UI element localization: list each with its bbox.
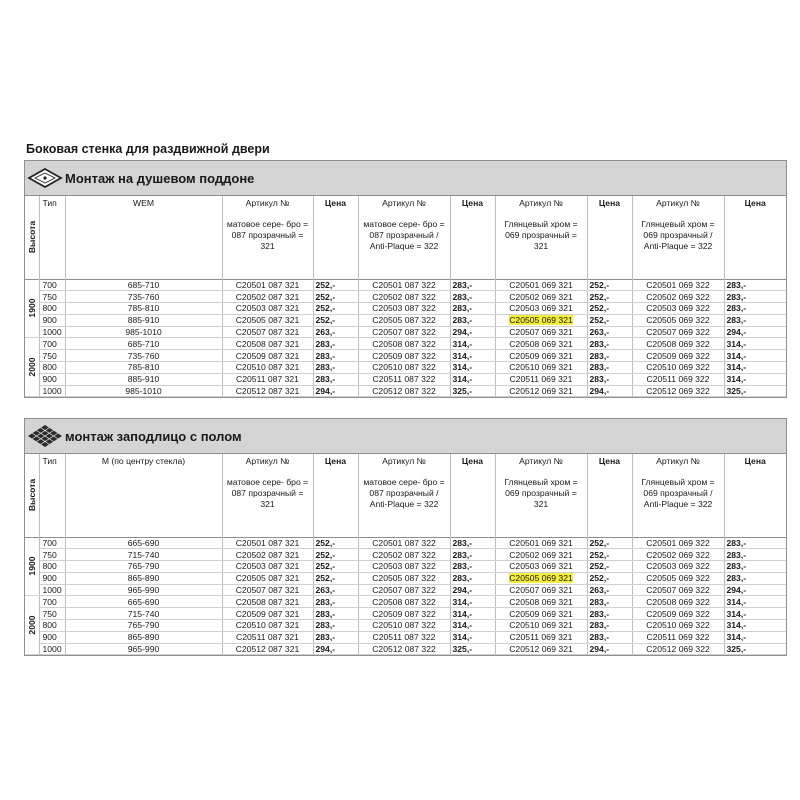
article-cell: C20507 069 321 — [495, 584, 587, 596]
article-cell: C20502 069 322 — [632, 549, 724, 561]
article-cell: C20502 087 321 — [222, 549, 313, 561]
price-cell: 294,- — [724, 584, 786, 596]
article-cell: C20512 069 321 — [495, 643, 587, 655]
article-cell: C20510 069 321 — [495, 620, 587, 632]
price-cell: 252,- — [587, 291, 632, 303]
shower-tray-icon — [25, 161, 65, 195]
article-cell: C20502 087 321 — [222, 291, 313, 303]
size-range-cell: 865-890 — [65, 631, 222, 643]
size-range-cell: 685-710 — [65, 338, 222, 350]
article-cell: C20510 069 321 — [495, 362, 587, 374]
wem-header: М (по центру стекла) — [65, 454, 222, 537]
price-cell: 283,- — [587, 338, 632, 350]
page-title: Боковая стенка для раздвижной двери — [26, 142, 270, 156]
price-cell: 314,- — [450, 350, 495, 362]
price-cell: 283,- — [313, 631, 358, 643]
article-cell: C20509 087 321 — [222, 608, 313, 620]
size-range-cell: 885-910 — [65, 373, 222, 385]
article-cell: C20508 087 321 — [222, 596, 313, 608]
price-cell: 294,- — [587, 385, 632, 397]
table-row — [25, 631, 786, 643]
article-header: Артикул № Глянцевый хром = 069 прозрачный = 321 — [495, 454, 587, 537]
table-row — [25, 608, 786, 620]
price-cell: 314,- — [724, 350, 786, 362]
article-cell: C20509 087 322 — [358, 608, 450, 620]
price-cell: 252,- — [587, 537, 632, 549]
height-group-label: 2000 — [25, 338, 39, 397]
article-cell: C20510 087 321 — [222, 620, 313, 632]
size-range-cell: 685-710 — [65, 279, 222, 291]
price-cell: 283,- — [450, 537, 495, 549]
type-cell: 700 — [39, 537, 65, 549]
table-row — [25, 326, 786, 338]
price-cell: 314,- — [724, 596, 786, 608]
type-cell: 800 — [39, 362, 65, 374]
section-shower-tray — [24, 160, 787, 398]
type-cell: 1000 — [39, 385, 65, 397]
article-cell: C20503 087 321 — [222, 303, 313, 315]
price-cell: 314,- — [724, 362, 786, 374]
article-header: Артикул № матовое сере- бро = 087 прозрачный / Anti-Plaque = 322 — [358, 196, 450, 279]
price-cell: 283,- — [313, 608, 358, 620]
table-body — [25, 537, 786, 655]
price-cell: 283,- — [587, 373, 632, 385]
table-row — [25, 279, 786, 291]
article-cell: C20508 087 322 — [358, 596, 450, 608]
type-cell: 900 — [39, 572, 65, 584]
table-row — [25, 373, 786, 385]
section-floor-level — [24, 418, 787, 656]
highlighted-article: C20505 069 321 — [509, 573, 573, 584]
price-cell: 252,- — [313, 314, 358, 326]
price-cell: 314,- — [450, 596, 495, 608]
article-cell: C20507 087 322 — [358, 326, 450, 338]
article-cell: C20501 087 322 — [358, 537, 450, 549]
height-group-label: 1900 — [25, 279, 39, 338]
article-cell: C20512 087 322 — [358, 643, 450, 655]
price-header: Цена — [313, 196, 358, 279]
table-row — [25, 362, 786, 374]
price-cell: 252,- — [587, 549, 632, 561]
price-cell: 283,- — [724, 291, 786, 303]
article-cell: C20502 087 322 — [358, 549, 450, 561]
size-range-cell: 765-790 — [65, 561, 222, 573]
price-cell: 283,- — [450, 561, 495, 573]
size-range-cell: 885-910 — [65, 314, 222, 326]
price-cell: 294,- — [724, 326, 786, 338]
article-cell: C20510 087 321 — [222, 362, 313, 374]
article-header: Артикул № Глянцевый хром = 069 прозрачный / Anti-Plaque = 322 — [632, 196, 724, 279]
price-cell: 252,- — [313, 303, 358, 315]
price-cell: 252,- — [587, 314, 632, 326]
article-cell: C20512 087 321 — [222, 385, 313, 397]
price-cell: 283,- — [450, 279, 495, 291]
price-cell: 283,- — [724, 537, 786, 549]
price-cell: 283,- — [587, 620, 632, 632]
type-cell: 700 — [39, 596, 65, 608]
article-cell: C20511 069 321 — [495, 631, 587, 643]
price-header: Цена — [744, 198, 766, 208]
price-table — [25, 454, 786, 655]
price-cell: 283,- — [313, 350, 358, 362]
price-cell: 252,- — [587, 572, 632, 584]
article-cell: C20502 069 321 — [495, 549, 587, 561]
article-cell: C20512 069 321 — [495, 385, 587, 397]
price-cell: 314,- — [450, 620, 495, 632]
article-cell: C20508 069 321 — [495, 596, 587, 608]
size-range-cell: 715-740 — [65, 608, 222, 620]
price-header: Цена — [313, 454, 358, 537]
type-cell: 900 — [39, 373, 65, 385]
article-cell: C20507 069 322 — [632, 584, 724, 596]
highlighted-article: C20505 069 321 — [509, 315, 573, 326]
article-cell: C20507 069 322 — [632, 326, 724, 338]
type-cell: 1000 — [39, 326, 65, 338]
type-cell: 750 — [39, 350, 65, 362]
article-cell: C20512 069 322 — [632, 385, 724, 397]
article-header: Артикул № Глянцевый хром = 069 прозрачный / Anti-Plaque = 322 — [632, 454, 724, 537]
article-cell: C20503 087 322 — [358, 303, 450, 315]
type-cell: 800 — [39, 620, 65, 632]
type-cell: 900 — [39, 631, 65, 643]
article-cell: C20508 087 322 — [358, 338, 450, 350]
price-cell: 294,- — [313, 385, 358, 397]
article-header: Артикул № матовое сере- бро = 087 прозрачный = 321 — [222, 454, 313, 537]
article-cell: C20512 069 322 — [632, 643, 724, 655]
price-cell: 314,- — [450, 338, 495, 350]
article-cell: C20508 069 322 — [632, 596, 724, 608]
price-cell: 294,- — [450, 326, 495, 338]
type-cell: 1000 — [39, 643, 65, 655]
article-cell: C20503 069 321 — [495, 303, 587, 315]
price-cell: 294,- — [313, 643, 358, 655]
article-cell: C20512 087 322 — [358, 385, 450, 397]
article-cell: C20508 087 321 — [222, 338, 313, 350]
price-cell: 252,- — [587, 561, 632, 573]
type-header: Тип — [39, 454, 65, 537]
article-cell: C20501 069 322 — [632, 537, 724, 549]
price-cell: 314,- — [724, 373, 786, 385]
price-cell: 314,- — [450, 373, 495, 385]
table-body — [25, 279, 786, 397]
section-title: монтаж заподлицо с полом — [65, 428, 242, 444]
price-cell: 252,- — [313, 549, 358, 561]
article-cell: C20501 087 321 — [222, 279, 313, 291]
article-cell: C20509 087 322 — [358, 350, 450, 362]
wem-header: WEM — [65, 196, 222, 279]
price-cell: 283,- — [313, 620, 358, 632]
article-cell: C20510 087 322 — [358, 620, 450, 632]
article-cell: C20510 069 322 — [632, 620, 724, 632]
article-cell: C20512 087 321 — [222, 643, 313, 655]
price-cell: 283,- — [724, 561, 786, 573]
height-header: Высота — [25, 196, 39, 279]
table-row — [25, 350, 786, 362]
price-cell: 283,- — [724, 303, 786, 315]
price-cell: 283,- — [450, 314, 495, 326]
price-cell: 314,- — [724, 338, 786, 350]
article-cell: C20511 069 322 — [632, 373, 724, 385]
table-row — [25, 572, 786, 584]
article-cell: C20505 087 321 — [222, 314, 313, 326]
article-cell: C20505 087 321 — [222, 572, 313, 584]
article-header: Артикул № матовое сере- бро = 087 прозрачный / Anti-Plaque = 322 — [358, 454, 450, 537]
price-header: Цена — [450, 196, 495, 279]
price-cell: 252,- — [587, 303, 632, 315]
table-row — [25, 596, 786, 608]
price-cell: 252,- — [313, 572, 358, 584]
price-cell: 283,- — [587, 362, 632, 374]
size-range-cell: 985-1010 — [65, 326, 222, 338]
price-cell: 283,- — [587, 350, 632, 362]
height-group-label: 1900 — [25, 537, 39, 596]
article-cell: C20509 069 321 — [495, 608, 587, 620]
price-cell: 294,- — [450, 584, 495, 596]
size-range-cell: 735-760 — [65, 350, 222, 362]
price-cell: 325,- — [724, 643, 786, 655]
price-header: Цена — [587, 196, 632, 279]
price-header: Цена — [744, 456, 766, 466]
size-range-cell: 735-760 — [65, 291, 222, 303]
price-cell: 314,- — [450, 362, 495, 374]
price-table — [25, 196, 786, 397]
table-row — [25, 620, 786, 632]
article-cell: C20501 069 321 — [495, 537, 587, 549]
article-cell: C20501 087 322 — [358, 279, 450, 291]
article-cell: C20508 069 321 — [495, 338, 587, 350]
article-cell: C20509 069 322 — [632, 350, 724, 362]
article-cell: C20507 069 321 — [495, 326, 587, 338]
article-cell: C20509 087 321 — [222, 350, 313, 362]
price-cell: 252,- — [587, 279, 632, 291]
article-cell: C20509 069 322 — [632, 608, 724, 620]
article-cell: C20503 069 322 — [632, 561, 724, 573]
type-cell: 750 — [39, 608, 65, 620]
article-cell: C20501 069 322 — [632, 279, 724, 291]
price-cell: 283,- — [450, 291, 495, 303]
price-cell: 263,- — [587, 326, 632, 338]
article-cell: C20511 087 322 — [358, 631, 450, 643]
article-cell: C20503 069 321 — [495, 561, 587, 573]
type-cell: 750 — [39, 549, 65, 561]
price-cell: 283,- — [313, 362, 358, 374]
price-cell: 283,- — [724, 314, 786, 326]
type-cell: 700 — [39, 338, 65, 350]
size-range-cell: 785-810 — [65, 362, 222, 374]
price-cell: 283,- — [450, 303, 495, 315]
price-cell: 283,- — [724, 279, 786, 291]
table-row — [25, 584, 786, 596]
article-cell: C20508 069 322 — [632, 338, 724, 350]
size-range-cell: 765-790 — [65, 620, 222, 632]
price-cell: 325,- — [450, 385, 495, 397]
price-cell: 314,- — [724, 631, 786, 643]
price-cell: 263,- — [587, 584, 632, 596]
size-range-cell: 865-890 — [65, 572, 222, 584]
article-cell — [495, 572, 587, 584]
price-cell: 263,- — [313, 584, 358, 596]
article-cell: C20511 087 322 — [358, 373, 450, 385]
article-cell: C20511 069 321 — [495, 373, 587, 385]
section-title: Монтаж на душевом поддоне — [65, 170, 255, 186]
size-range-cell: 965-990 — [65, 643, 222, 655]
article-cell: C20503 087 322 — [358, 561, 450, 573]
price-cell: 314,- — [450, 631, 495, 643]
price-cell: 314,- — [724, 620, 786, 632]
article-cell: C20511 087 321 — [222, 373, 313, 385]
type-cell: 800 — [39, 561, 65, 573]
size-range-cell: 965-990 — [65, 584, 222, 596]
price-cell: 283,- — [313, 373, 358, 385]
article-header: Артикул № матовое сере- бро = 087 прозрачный = 321 — [222, 196, 313, 279]
price-cell: 252,- — [313, 291, 358, 303]
article-cell: C20505 069 322 — [632, 572, 724, 584]
table-row — [25, 303, 786, 315]
price-header: Цена — [587, 454, 632, 537]
height-header: Высота — [25, 454, 39, 537]
price-cell: 252,- — [313, 537, 358, 549]
article-cell: C20501 069 321 — [495, 279, 587, 291]
table-row — [25, 561, 786, 573]
table-row — [25, 643, 786, 655]
price-cell: 283,- — [587, 596, 632, 608]
article-cell: C20510 087 322 — [358, 362, 450, 374]
article-cell: C20501 087 321 — [222, 537, 313, 549]
price-cell: 325,- — [724, 385, 786, 397]
price-cell: 252,- — [313, 279, 358, 291]
size-range-cell: 665-690 — [65, 537, 222, 549]
table-row — [25, 291, 786, 303]
size-range-cell: 985-1010 — [65, 385, 222, 397]
price-cell: 283,- — [724, 549, 786, 561]
type-cell: 1000 — [39, 584, 65, 596]
price-cell: 283,- — [313, 596, 358, 608]
type-cell: 800 — [39, 303, 65, 315]
article-cell: C20502 069 321 — [495, 291, 587, 303]
table-row — [25, 549, 786, 561]
price-cell: 283,- — [450, 572, 495, 584]
price-cell: 283,- — [450, 549, 495, 561]
height-group-label: 2000 — [25, 596, 39, 655]
section-header — [25, 161, 786, 196]
article-cell: C20509 069 321 — [495, 350, 587, 362]
section-header — [25, 419, 786, 454]
article-cell: C20502 087 322 — [358, 291, 450, 303]
price-cell: 252,- — [313, 561, 358, 573]
size-range-cell: 665-690 — [65, 596, 222, 608]
article-cell: C20507 087 321 — [222, 326, 313, 338]
price-cell: 325,- — [450, 643, 495, 655]
article-cell: C20511 087 321 — [222, 631, 313, 643]
article-cell — [495, 314, 587, 326]
type-cell: 700 — [39, 279, 65, 291]
article-cell: C20502 069 322 — [632, 291, 724, 303]
article-cell: C20511 069 322 — [632, 631, 724, 643]
price-cell: 263,- — [313, 326, 358, 338]
type-header: Тип — [39, 196, 65, 279]
price-cell: 283,- — [587, 631, 632, 643]
price-cell: 283,- — [587, 608, 632, 620]
floor-drain-grid-icon — [25, 419, 65, 453]
size-range-cell: 715-740 — [65, 549, 222, 561]
price-cell: 283,- — [313, 338, 358, 350]
table-row — [25, 385, 786, 397]
article-cell: C20510 069 322 — [632, 362, 724, 374]
article-cell: C20503 087 321 — [222, 561, 313, 573]
article-header: Артикул № Глянцевый хром = 069 прозрачный = 321 — [495, 196, 587, 279]
article-cell: C20505 069 322 — [632, 314, 724, 326]
article-cell: C20507 087 322 — [358, 584, 450, 596]
table-row — [25, 338, 786, 350]
price-cell: 314,- — [724, 608, 786, 620]
price-header: Цена — [450, 454, 495, 537]
article-cell: C20507 087 321 — [222, 584, 313, 596]
article-cell: C20505 087 322 — [358, 314, 450, 326]
price-cell: 294,- — [587, 643, 632, 655]
type-cell: 900 — [39, 314, 65, 326]
type-cell: 750 — [39, 291, 65, 303]
table-row — [25, 314, 786, 326]
price-cell: 314,- — [450, 608, 495, 620]
table-row — [25, 537, 786, 549]
article-cell: C20503 069 322 — [632, 303, 724, 315]
price-cell: 283,- — [724, 572, 786, 584]
size-range-cell: 785-810 — [65, 303, 222, 315]
article-cell: C20505 087 322 — [358, 572, 450, 584]
